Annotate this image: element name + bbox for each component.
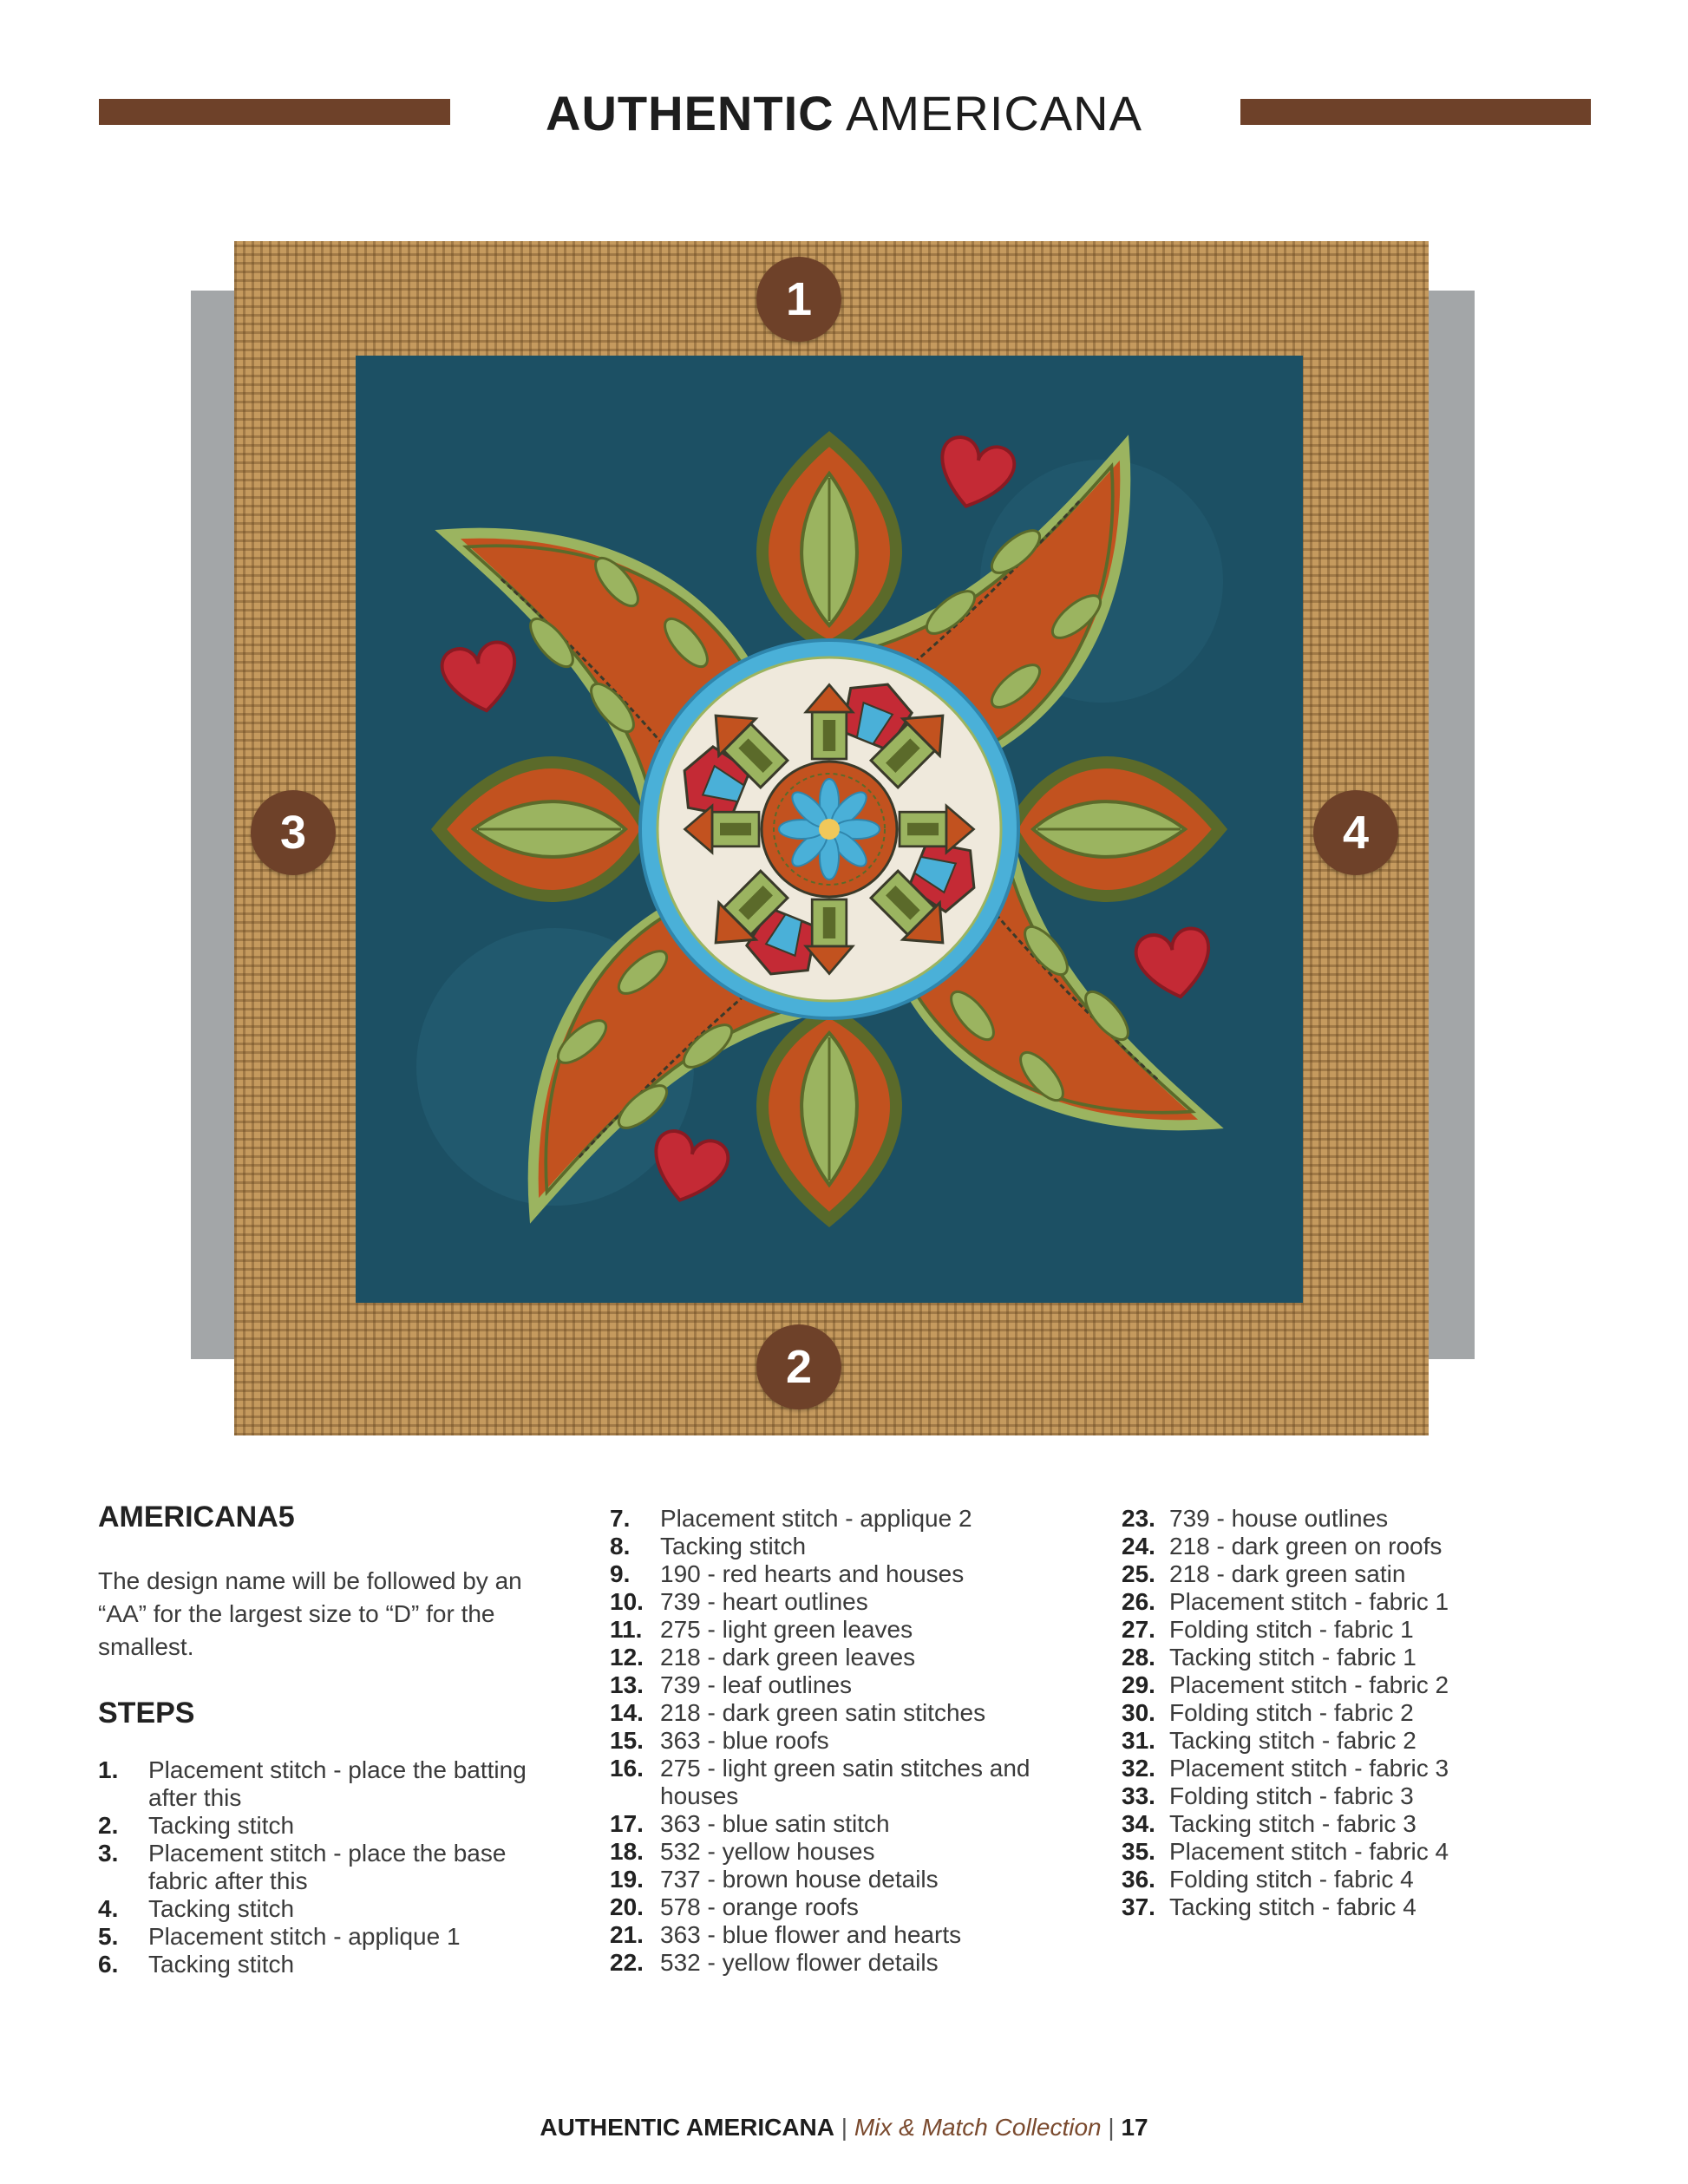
step-item (610, 1949, 1096, 1977)
step-number: 17. (610, 1810, 644, 1837)
step-number: 7. (610, 1505, 631, 1532)
step-item (610, 1893, 1096, 1921)
step-number: 33. (1122, 1782, 1155, 1809)
step-number: 1. (98, 1756, 119, 1783)
step-number: 22. (610, 1949, 644, 1976)
footer-collection: Mix & Match Collection (854, 2114, 1102, 2141)
step-number: 19. (610, 1866, 644, 1893)
step-item (610, 1505, 1096, 1533)
step-number: 28. (1122, 1644, 1155, 1671)
step-number: 5. (98, 1923, 119, 1950)
step-number: 12. (610, 1644, 644, 1671)
step-text: 363 - blue flower and hearts (660, 1921, 962, 1948)
step-text: Placement stitch - fabric 1 (1169, 1588, 1449, 1615)
title-regular: AMERICANA (846, 86, 1142, 141)
step-text: Tacking stitch - fabric 3 (1169, 1810, 1416, 1837)
embroidery-design-image (356, 356, 1303, 1303)
step-text: 532 - yellow flower details (660, 1949, 939, 1976)
page-footer (0, 2114, 1688, 2141)
step-number: 6. (98, 1951, 119, 1978)
step-item (610, 1810, 1096, 1838)
step-text: 218 - dark green satin (1169, 1560, 1406, 1587)
step-item (610, 1838, 1096, 1866)
step-number: 29. (1122, 1671, 1155, 1698)
step-text: Tacking stitch (148, 1812, 295, 1839)
step-text: 739 - leaf outlines (660, 1671, 853, 1698)
step-item (610, 1644, 1096, 1671)
step-text: 363 - blue satin stitch (660, 1810, 890, 1837)
steps-heading: STEPS (98, 1697, 195, 1730)
step-number: 16. (610, 1755, 644, 1782)
step-text: Placement stitch - applique 1 (148, 1923, 461, 1950)
step-text: 218 - dark green leaves (660, 1644, 916, 1671)
title-bold: AUTHENTIC (546, 86, 834, 141)
step-item (610, 1671, 1096, 1699)
steps-list-col2 (610, 1505, 1096, 1977)
step-item (1122, 1727, 1590, 1755)
step-item (610, 1866, 1096, 1893)
step-number: 3. (98, 1840, 119, 1867)
step-item (1122, 1560, 1590, 1588)
page-number: 17 (1121, 2114, 1148, 2141)
header-rule-right (1240, 99, 1591, 125)
step-item (1122, 1893, 1590, 1921)
step-number: 15. (610, 1727, 644, 1754)
step-item (1122, 1505, 1590, 1533)
step-text: 275 - light green leaves (660, 1616, 913, 1643)
step-number: 4. (98, 1895, 119, 1922)
footer-separator: | (841, 2114, 848, 2141)
callout-badge-2: 2 (756, 1324, 841, 1409)
step-number: 25. (1122, 1560, 1155, 1587)
step-number: 32. (1122, 1755, 1155, 1782)
step-text: Tacking stitch - fabric 2 (1169, 1727, 1416, 1754)
step-number: 27. (1122, 1616, 1155, 1643)
step-number: 18. (610, 1838, 644, 1865)
step-text: Placement stitch - fabric 4 (1169, 1838, 1449, 1865)
step-text: 739 - house outlines (1169, 1505, 1389, 1532)
step-number: 9. (610, 1560, 631, 1587)
steps-list-col3 (1122, 1505, 1590, 1921)
step-item (98, 1923, 566, 1951)
design-intro: The design name will be followed by an “AA” for the largest size to “D” for the smallest. (98, 1567, 522, 1660)
step-item (1122, 1699, 1590, 1727)
step-item (1122, 1588, 1590, 1616)
step-item (610, 1699, 1096, 1727)
step-text: Placement stitch - fabric 2 (1169, 1671, 1449, 1698)
step-text: 218 - dark green satin stitches (660, 1699, 986, 1726)
step-item (98, 1812, 566, 1840)
step-text: Placement stitch - place the batting after this (148, 1756, 527, 1811)
step-number: 36. (1122, 1866, 1155, 1893)
step-item (1122, 1533, 1590, 1560)
step-text: Tacking stitch (148, 1951, 295, 1978)
step-item (610, 1921, 1096, 1949)
step-item (1122, 1838, 1590, 1866)
step-number: 21. (610, 1921, 644, 1948)
step-text: Placement stitch - applique 2 (660, 1505, 972, 1532)
step-item (1122, 1616, 1590, 1644)
step-number: 14. (610, 1699, 644, 1726)
step-number: 2. (98, 1812, 119, 1839)
steps-list-col1 (98, 1756, 566, 1978)
step-item (610, 1727, 1096, 1755)
step-item (1122, 1782, 1590, 1810)
step-text: 275 - light green satin stitches and houses (660, 1755, 1030, 1809)
step-text: Folding stitch - fabric 1 (1169, 1616, 1414, 1643)
step-number: 24. (1122, 1533, 1155, 1560)
step-text: Placement stitch - place the base fabric after this (148, 1840, 507, 1894)
step-text: 739 - heart outlines (660, 1588, 868, 1615)
step-item (610, 1560, 1096, 1588)
step-number: 26. (1122, 1588, 1155, 1615)
step-text: 737 - brown house details (660, 1866, 939, 1893)
step-item (1122, 1644, 1590, 1671)
step-item (610, 1755, 1096, 1810)
step-item (1122, 1810, 1590, 1838)
step-text: Folding stitch - fabric 2 (1169, 1699, 1414, 1726)
step-item (1122, 1866, 1590, 1893)
footer-brand: AUTHENTIC AMERICANA (540, 2114, 834, 2141)
step-text: 578 - orange roofs (660, 1893, 859, 1920)
callout-badge-3: 3 (251, 790, 336, 875)
step-item (610, 1533, 1096, 1560)
step-text: 363 - blue roofs (660, 1727, 829, 1754)
step-item (98, 1895, 566, 1923)
step-number: 31. (1122, 1727, 1155, 1754)
step-item (98, 1840, 566, 1895)
step-text: Tacking stitch - fabric 4 (1169, 1893, 1416, 1920)
step-number: 30. (1122, 1699, 1155, 1726)
step-number: 11. (610, 1616, 643, 1643)
step-item (98, 1756, 566, 1812)
step-text: Folding stitch - fabric 4 (1169, 1866, 1414, 1893)
design-name: AMERICANA5 (98, 1501, 295, 1533)
step-item (610, 1616, 1096, 1644)
step-text: 218 - dark green on roofs (1169, 1533, 1443, 1560)
step-number: 23. (1122, 1505, 1155, 1532)
step-text: 190 - red hearts and houses (660, 1560, 965, 1587)
step-text: 532 - yellow houses (660, 1838, 875, 1865)
step-item (1122, 1755, 1590, 1782)
step-number: 35. (1122, 1838, 1155, 1865)
step-item (1122, 1671, 1590, 1699)
step-text: Placement stitch - fabric 3 (1169, 1755, 1449, 1782)
step-item (98, 1951, 566, 1978)
step-text: Tacking stitch - fabric 1 (1169, 1644, 1416, 1671)
callout-badge-4: 4 (1313, 790, 1398, 875)
step-number: 8. (610, 1533, 631, 1560)
step-number: 13. (610, 1671, 644, 1698)
step-number: 10. (610, 1588, 644, 1615)
step-number: 37. (1122, 1893, 1155, 1920)
step-number: 34. (1122, 1810, 1155, 1837)
step-number: 20. (610, 1893, 644, 1920)
step-item (610, 1588, 1096, 1616)
step-text: Tacking stitch (148, 1895, 295, 1922)
callout-badge-1: 1 (756, 257, 841, 342)
step-text: Folding stitch - fabric 3 (1169, 1782, 1414, 1809)
footer-separator: | (1108, 2114, 1115, 2141)
step-text: Tacking stitch (660, 1533, 807, 1560)
